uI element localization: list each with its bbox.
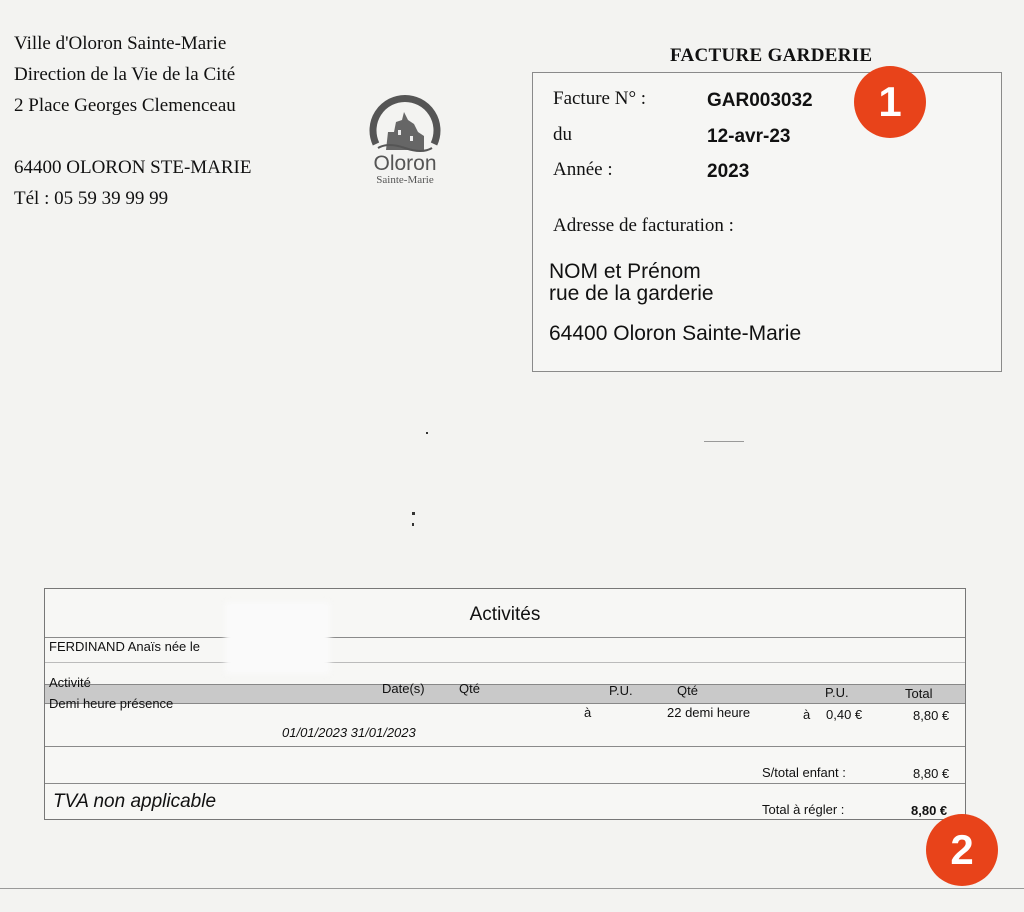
row-qty: 22 demi heure xyxy=(667,705,751,720)
header-qte: Qté xyxy=(459,681,480,696)
page-bottom-rule xyxy=(0,888,1024,889)
logo-name: Oloron xyxy=(373,152,437,175)
header-activite: Activité xyxy=(49,675,91,690)
tva-note: TVA non applicable xyxy=(53,791,217,812)
invoice-number-label: Facture N° : xyxy=(553,88,647,109)
annotation-badge-2: 2 xyxy=(926,814,998,886)
grand-total-value: 8,80 € xyxy=(911,803,948,818)
billing-name: NOM et Prénom xyxy=(549,260,701,283)
redacted-area xyxy=(225,602,330,674)
billing-street: rue de la garderie xyxy=(549,282,714,305)
sender-line: Ville d'Oloron Sainte-Marie xyxy=(14,33,227,54)
row-price: 0,40 € xyxy=(826,707,863,722)
invoice-date-label: du xyxy=(553,124,572,145)
annotation-badge-1: 1 xyxy=(854,66,926,138)
invoice-number: GAR003032 xyxy=(707,90,813,111)
sender-line: Direction de la Vie de la Cité xyxy=(14,64,236,85)
row-activite: Demi heure présence xyxy=(49,696,174,711)
invoice-title: FACTURE GARDERIE xyxy=(670,45,873,66)
subtotal-value: 8,80 € xyxy=(913,766,950,781)
subtotal-label: S/total enfant : xyxy=(762,765,846,780)
activities-table xyxy=(44,588,966,820)
header-total: Total xyxy=(905,686,933,701)
row-total: 8,80 € xyxy=(913,708,950,723)
invoice-info-box xyxy=(532,72,1002,372)
table-title: Activités xyxy=(469,604,541,625)
header-pu: P.U. xyxy=(609,683,633,698)
sender-line: 2 Place Georges Clemenceau xyxy=(14,95,236,116)
invoice-year-label: Année : xyxy=(553,159,613,180)
row-dates: 01/01/2023 31/01/2023 xyxy=(282,725,416,740)
sender-address xyxy=(14,28,252,214)
row-a: à xyxy=(803,707,811,722)
row-a: à xyxy=(584,705,592,720)
header-pu: P.U. xyxy=(825,685,849,700)
billing-label: Adresse de facturation : xyxy=(553,215,734,236)
grand-total-label: Total à régler : xyxy=(762,802,845,817)
sender-line: 64400 OLORON STE-MARIE xyxy=(14,157,252,178)
logo-text xyxy=(352,154,458,186)
logo-sub: Sainte-Marie xyxy=(376,174,434,186)
invoice-year: 2023 xyxy=(707,161,750,182)
billing-city: 64400 Oloron Sainte-Marie xyxy=(549,322,802,345)
header-qte: Qté xyxy=(677,683,698,698)
header-dates: Date(s) xyxy=(382,681,425,696)
sender-phone: Tél : 05 59 39 99 99 xyxy=(14,188,169,209)
child-name: FERDINAND Anaïs née le xyxy=(49,639,201,654)
invoice-date: 12-avr-23 xyxy=(707,126,791,147)
